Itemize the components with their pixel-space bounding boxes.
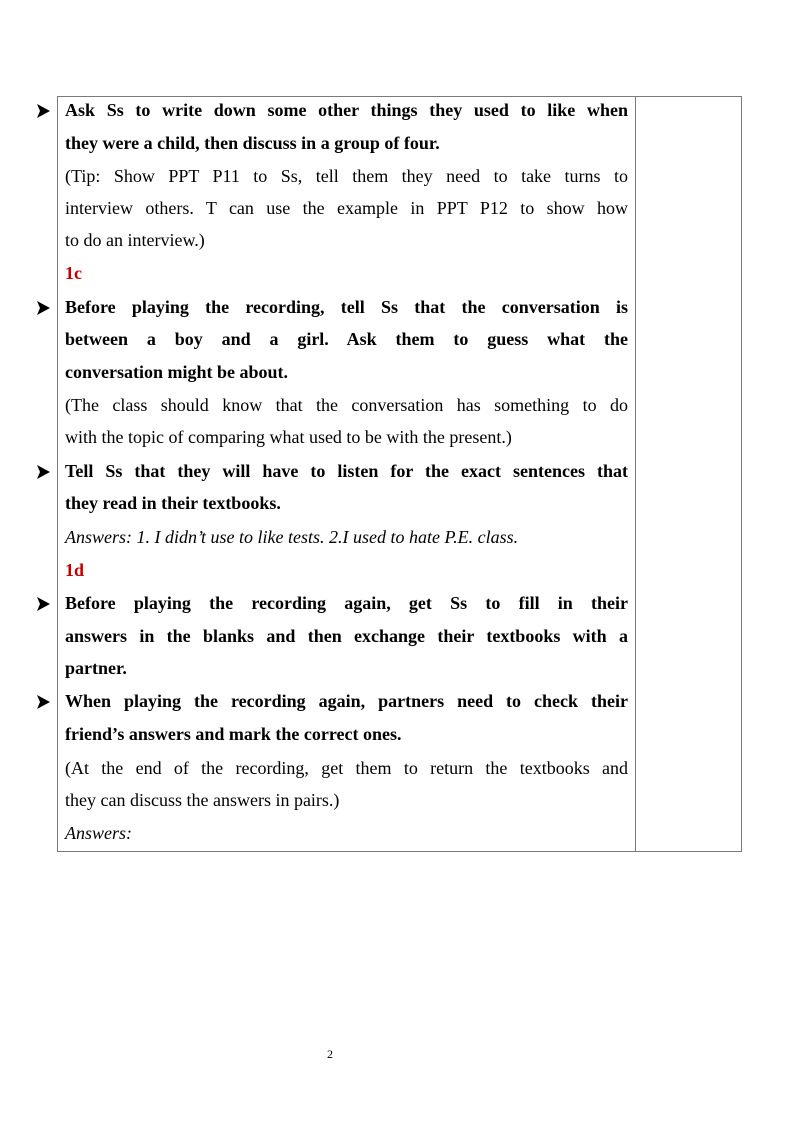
tip-text: to do an interview.) — [65, 230, 205, 250]
arrowhead-bullet-icon — [35, 694, 51, 710]
section-heading-1c: 1c — [65, 263, 82, 283]
page-number: 2 — [327, 1047, 333, 1061]
step-text: friend’s answers and mark the correct ones. — [65, 724, 402, 744]
step-text: they were a child, then discuss in a group of four. — [65, 133, 440, 153]
note-text: (The class should know that the conversation has something to do — [65, 395, 628, 415]
arrowhead-bullet-icon — [35, 103, 51, 119]
step-text: answers in the blanks and then exchange their textbooks with a — [65, 626, 628, 646]
step-text: partner. — [65, 658, 127, 678]
step-text: they read in their textbooks. — [65, 493, 281, 513]
tip-text: (Tip: Show PPT P11 to Ss, tell them they need to take turns to — [65, 166, 628, 186]
step-text: Before playing the recording, tell Ss that the conversation is — [65, 297, 628, 317]
note-text: they can discuss the answers in pairs.) — [65, 790, 340, 810]
answers-label: Answers: — [65, 823, 132, 843]
step-text: Ask Ss to write down some other things they used to like when — [65, 100, 628, 120]
step-text: Tell Ss that they will have to listen for the exact sentences that — [65, 461, 628, 481]
step-text: Before playing the recording again, get Ss to fill in their — [65, 593, 628, 613]
note-text: with the topic of comparing what used to be with the present.) — [65, 427, 512, 447]
arrowhead-bullet-icon — [35, 300, 51, 316]
answers-text: Answers: 1. I didn’t use to like tests. 2.I used to hate P.E. class. — [65, 527, 519, 547]
arrowhead-bullet-icon — [35, 596, 51, 612]
section-heading-1d: 1d — [65, 560, 85, 580]
tip-text: interview others. T can use the example in PPT P12 to show how — [65, 198, 628, 218]
table-column-divider — [635, 96, 636, 852]
step-text: conversation might be about. — [65, 362, 289, 382]
note-text: (At the end of the recording, get them to return the textbooks and — [65, 758, 628, 778]
step-text: between a boy and a girl. Ask them to guess what the — [65, 329, 628, 349]
step-text: When playing the recording again, partners need to check their — [65, 691, 628, 711]
arrowhead-bullet-icon — [35, 464, 51, 480]
